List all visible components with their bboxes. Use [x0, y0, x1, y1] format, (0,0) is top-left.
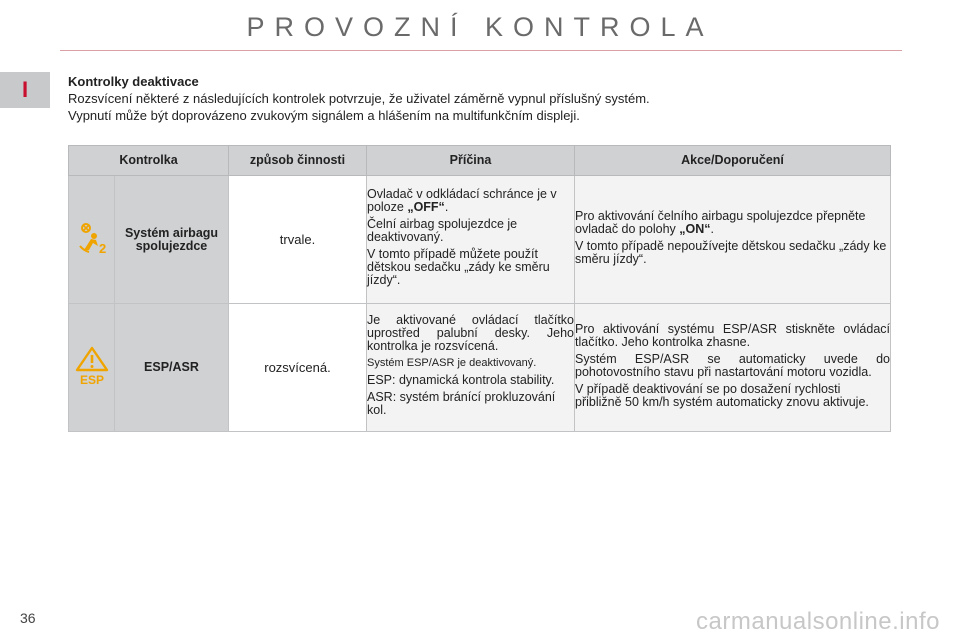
on-label: „ON“ — [679, 221, 711, 236]
off-label: „OFF“ — [407, 200, 445, 214]
action-paragraph — [575, 210, 890, 236]
esp-warning-icon — [75, 346, 109, 386]
page-title: PROVOZNÍ KONTROLA — [246, 12, 714, 42]
cause-cell — [367, 304, 575, 432]
cause-paragraph: ASR: systém bránící prokluzování kol. — [367, 390, 556, 417]
icon-cell — [69, 176, 115, 304]
intro-block — [68, 73, 898, 124]
action-paragraph: Systém ESP/ASR se automaticky uvede do pohotovostního stavu při nastartování motoru vozidla. — [575, 351, 890, 379]
cause-paragraph: V tomto případě můžete použít dětskou sedačku „zády ke směru jízdy“. — [367, 247, 550, 287]
column-header-kontrolka: Kontrolka — [69, 146, 229, 176]
icon-cell — [69, 304, 115, 432]
intro-heading: Kontrolky deaktivace — [68, 74, 199, 89]
cause-paragraph: Čelní airbag spolujezdce je deaktivovaný. — [367, 217, 518, 244]
page-number: 36 — [20, 610, 36, 626]
esp-icon-label: ESP — [79, 373, 104, 386]
title-rule — [60, 50, 902, 51]
cause-cell — [367, 176, 575, 304]
cause-end: . — [444, 200, 449, 214]
column-header-mode: způsob činnosti — [229, 146, 367, 176]
action-paragraph: V případě deaktivování se po dosažení rychlosti přibližně 50 km/h systém automaticky znovu aktivuje. — [575, 381, 869, 409]
operation-mode: trvale. — [229, 176, 367, 304]
cause-paragraph: ESP: dynamická kontrola stability. — [367, 373, 555, 387]
operation-mode: rozsvícená. — [229, 304, 367, 432]
control-name: Systém airbagu spolujezdce — [115, 176, 229, 304]
action-text: Pro aktivování čelního airbagu spolujezdce přepněte ovladač do polohy — [575, 208, 866, 236]
cause-text: Ovladač v odkládací schránce je v poloze — [367, 187, 557, 214]
table-row-esp — [69, 304, 891, 432]
action-cell — [575, 304, 891, 432]
cause-paragraph: Je aktivované ovládací tlačítko uprostřed palubní desky. Jeho kontrolka je rozsvícená. — [367, 313, 574, 353]
cause-paragraph — [367, 188, 574, 214]
action-paragraph: Pro aktivování systému ESP/ASR stiskněte ovládací tlačítko. Jeho kontrolka zhasne. — [575, 321, 890, 349]
section-tab[interactable]: I — [0, 72, 50, 108]
column-header-action: Akce/Doporučení — [575, 146, 891, 176]
control-name: ESP/ASR — [115, 304, 229, 432]
action-paragraph: V tomto případě nepoužívejte dětskou sedačku „zády ke směru jízdy“. — [575, 238, 887, 266]
intro-line-2: Vypnutí může být doprovázeno zvukovým signálem a hlášením na multifunkčním displeji. — [68, 108, 580, 123]
warning-lights-table — [68, 145, 891, 432]
action-end: . — [710, 221, 714, 236]
action-cell — [575, 176, 891, 304]
table-row-airbag — [69, 176, 891, 304]
svg-text:2: 2 — [98, 241, 106, 255]
table-header-row — [69, 146, 891, 176]
watermark: carmanualsonline.info — [696, 608, 940, 635]
column-header-cause: Příčina — [367, 146, 575, 176]
intro-line-1: Rozsvícení některé z následujících kontrolek potvrzuje, že uživatel záměrně vypnul příslušný systém. — [68, 91, 650, 106]
passenger-airbag-off-icon — [75, 221, 109, 255]
cause-paragraph: Systém ESP/ASR je deaktivovaný. — [367, 357, 537, 369]
